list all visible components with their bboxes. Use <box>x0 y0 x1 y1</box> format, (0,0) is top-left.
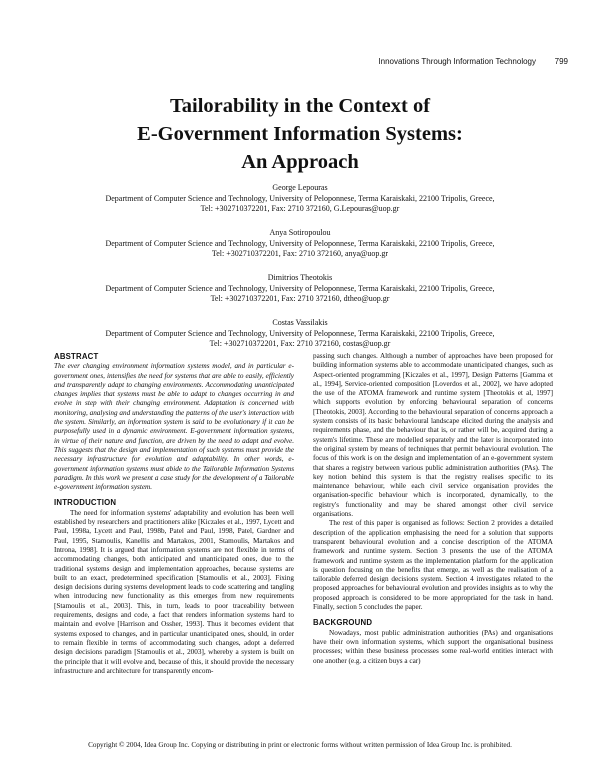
author-affiliation: Department of Computer Science and Technology, University of Peloponnese, Terma Karaiskaki, 22100 Tripolis, Greece, <box>105 328 495 338</box>
author-contact: Tel: +302710372201, Fax: 2710 372160, anya@uop.gr <box>211 249 389 258</box>
author-contact: Tel: +302710372201, Fax: 2710 372160, dtheo@uop.gr <box>210 294 390 303</box>
abstract-text: The ever changing environment information systems model, and in particular e-government ones, intensifies the need for systems that are able to easily, efficiently and transparently adapt to changing environments. Accommodating unanticipated changes implies that systems must be able to adapt to changes occurring in and evolve in step with their changing environment. Adaptation is concerned with monitoring, analysing and understanding the patterns of the user's interaction with the system. Similarly, an information system is said to be evolutionary if it can be purposefully used in a dynamic environment. E-government information systems, in virtue of their nature and function, are driven by the need to adapt and evolve. This suggests that the design and implementation of such systems must provide the necessary infrastructure for evolution and adaptability. In other words, e-government information systems must abide to the Tailorable Information Systems paradigm. In this work we present a case study for the development of a Tailorable e-government information system. <box>54 362 294 492</box>
author-entry <box>40 183 560 215</box>
abstract-heading: ABSTRACT <box>54 352 99 361</box>
title-line-3: An Approach <box>241 151 359 173</box>
author-block <box>40 183 560 363</box>
body-paragraph: The rest of this paper is organised as follows: Section 2 provides a detailed description of the application emphasising the need for a solution that supports transparent behavioural evolution and a concise description of the ATOMA framework and runtime system. Section 3 presents the use of the ATOMA framework and runtime system as the implementation platform for the application is question focusing on the benefits that emerge, as well as the realisation of a tailorable deferred design decisions system. Section 4 investigates related to the proposed approaches for behavioural evolution and provides insights as to why the proposed approach is considered to be more appropriated for the task in hand. Finally, section 5 concludes the paper. <box>313 519 553 612</box>
author-name: Dimitrios Theotokis <box>267 273 333 282</box>
introduction-text: The need for information systems' adaptability and evolution has been well established by researchers and practitioners alike [Kiczales et al., 1997, Lycett and Paul, 1998a, Lycett and Paul, 1998b, Patel and Paul, 1998, Patel, Gardner and Paul, 1995, Stamoulis, Kanellis and Martakos, 2001, Stamoulis, Martakos and Introna, 1998]. It is argued that information systems are not flexible in terms of accommodating changes, both anticipated and unanticipated ones, due to the traditional systems design and implementation approaches, because systems are built to an exact, predetermined specification [Stamoulis et al., 2003]. Fixing design decisions during systems development leads to code scattering and tangling when introducing new functionality as this emerges from new requirements [Stamoulis et al., 2003]. This, in turn, leads to poor traceability between requirements, designs and code, a fact that renders information systems hard to maintain and evolve [Harrison and Ossher, 1993]. Thus it becomes evident that systems exposed to changes, and in particular unanticipated ones, should, in order to remain flexible in terms of accommodating such changes, adopt a deferred design decisions paradigm [Stamoulis et al., 2003], whereby a system is built on the principle that it will evolve and, because of this, it should provide the necessary infrastructure and architecture for transparently encom- <box>54 508 294 675</box>
left-column <box>54 352 294 676</box>
title-line-1: Tailorability in the Context of <box>169 95 431 117</box>
background-text: Nowadays, most public administration authorities (PAs) and organisations have their own information systems, which support the organisational business processes; within these business processes some real-world entities interact with one another (e.g. a citizen buys a car) <box>313 628 553 665</box>
author-name: George Lepouras <box>272 183 328 192</box>
author-entry <box>40 318 560 350</box>
author-entry <box>40 273 560 305</box>
author-entry <box>40 228 560 260</box>
author-name: Anya Sotiropoulou <box>269 228 331 237</box>
running-header-venue: Innovations Through Information Technology <box>378 57 536 66</box>
body-paragraph: passing such changes. Although a number of approaches have been proposed for building information systems able to accommodate unanticipated changes, such as Aspect-oriented programming [Kiczales et al., 1997], Design Patterns [Gamma et al., 1994], Service-oriented composition [Loverdos et al., 2002], we have adopted the use of the ATOMA framework and runtime system [Theotokis et al, 1997] which supports evolution by enforcing behavioural separation of concerns [Theotokis, 2003]. According to the behavioural separation of concerns approach a system consists of its basic behavioural landscape elicited during the analysis and requirements phase, and the behaviour that is, or rather will be, acquired during a system's lifetime. These are modelled separately and the later is incorporated into the original system by means of techniques that permit behavioural evolution. The focus of this work is on the design and implementation of an e-government system that shares a registry between various public administration authorities (PAs). The key notion behind this system is that the registry realises specific to its maintenance behaviour, while each civil service organisation provides the organisation-specific behaviour which is incorporated, dynamically, to the registry's functionality and may be shared amongst other civil service organisations. <box>313 352 553 519</box>
background-heading: BACKGROUND <box>313 618 373 628</box>
author-affiliation: Department of Computer Science and Technology, University of Peloponnese, Terma Karaiskaki, 22100 Tripolis, Greece, <box>105 283 495 293</box>
paper-title <box>0 92 600 176</box>
copyright-notice: Copyright © 2004, Idea Group Inc. Copying or distributing in print or electronic forms without written permission of Idea Group Inc. is prohibited. <box>88 741 512 749</box>
running-header <box>60 57 568 67</box>
right-column <box>313 352 553 666</box>
introduction-heading: INTRODUCTION <box>54 498 117 508</box>
author-contact: Tel: +302710372201, Fax: 2710 372160, costas@uop.gr <box>209 339 391 348</box>
page-number: 799 <box>554 57 568 66</box>
author-affiliation: Department of Computer Science and Technology, University of Peloponnese, Terma Karaiskaki, 22100 Tripolis, Greece, <box>105 193 495 203</box>
author-affiliation: Department of Computer Science and Technology, University of Peloponnese, Terma Karaiskaki, 22100 Tripolis, Greece, <box>105 238 495 248</box>
title-line-2: E-Government Information Systems: <box>137 123 463 145</box>
author-contact: Tel: +302710372201, Fax: 2710 372160, G.Lepouras@uop.gr <box>200 204 400 213</box>
author-name: Costas Vassilakis <box>272 318 328 327</box>
